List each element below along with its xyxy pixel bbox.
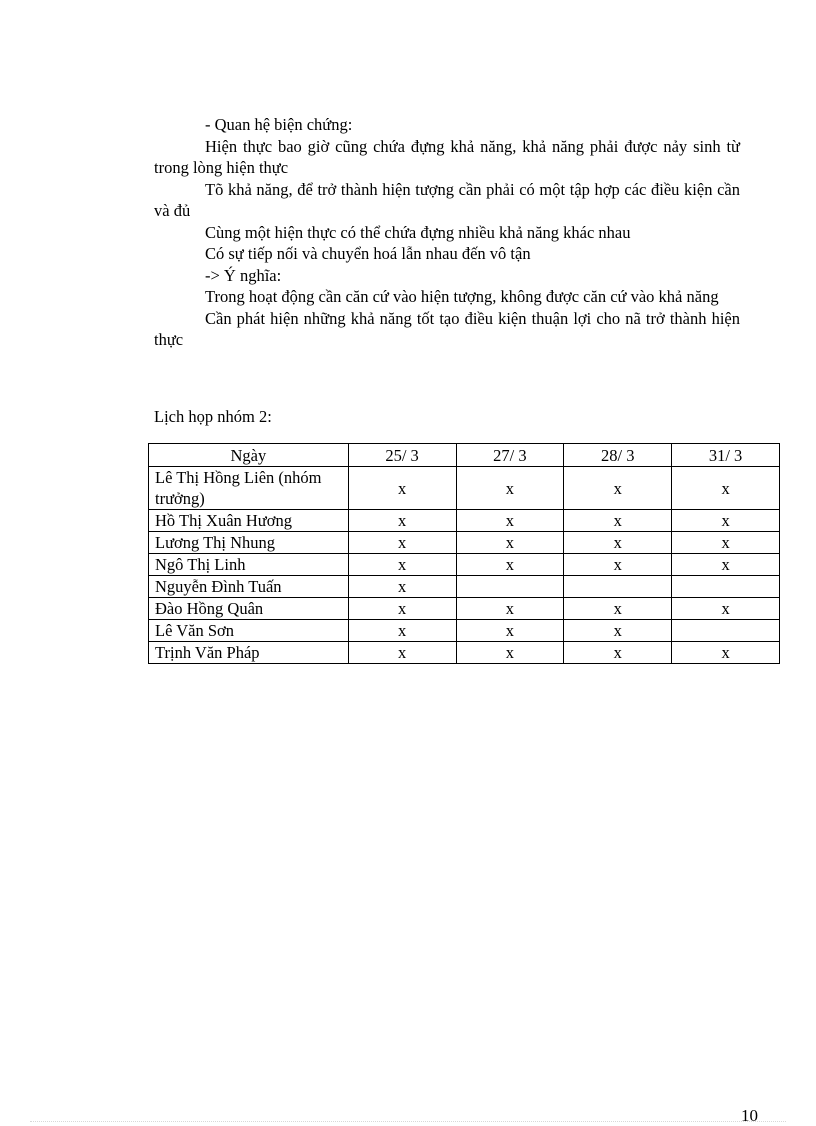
member-name: Lương Thị Nhung bbox=[149, 532, 349, 554]
page-number: 10 bbox=[741, 1106, 758, 1125]
paragraph: Cần phát hiện những khả năng tốt tạo điều kiện thuận lợi cho nã trở thành hiện thực bbox=[154, 308, 740, 349]
attendance-mark: x bbox=[348, 510, 456, 532]
attendance-mark: x bbox=[348, 576, 456, 598]
paragraph: Trong hoạt động cần căn cứ vào hiện tượng, không được căn cứ vào khả năng bbox=[205, 287, 719, 306]
attendance-mark bbox=[564, 576, 672, 598]
member-name: Nguyễn Đình Tuấn bbox=[149, 576, 349, 598]
schedule-title: Lịch họp nhóm 2: bbox=[154, 407, 272, 426]
attendance-mark: x bbox=[564, 642, 672, 664]
column-header: 28/ 3 bbox=[564, 444, 672, 467]
attendance-mark: x bbox=[348, 620, 456, 642]
attendance-mark: x bbox=[672, 532, 780, 554]
paragraph-dialectical-relation: - Quan hệ biện chứng: bbox=[205, 115, 353, 134]
member-name: Trịnh Văn Pháp bbox=[149, 642, 349, 664]
table-row bbox=[149, 532, 780, 554]
attendance-mark: x bbox=[456, 642, 564, 664]
attendance-mark: x bbox=[564, 620, 672, 642]
column-header: 31/ 3 bbox=[672, 444, 780, 467]
attendance-mark: x bbox=[456, 598, 564, 620]
meeting-schedule-table bbox=[148, 443, 780, 664]
attendance-mark: x bbox=[672, 642, 780, 664]
column-header-date: Ngày bbox=[149, 444, 349, 467]
attendance-mark: x bbox=[456, 467, 564, 510]
member-name: Lê Văn Sơn bbox=[149, 620, 349, 642]
paragraph: Có sự tiếp nối và chuyển hoá lẫn nhau đến vô tận bbox=[205, 244, 531, 263]
attendance-mark: x bbox=[672, 598, 780, 620]
table-row bbox=[149, 467, 780, 510]
paragraph: Hiện thực bao giờ cũng chứa đựng khả năng, khả năng phải được nảy sinh từ trong lòng hiện thực bbox=[154, 136, 740, 177]
paragraph: Tõ khả năng, để trở thành hiện tượng cần phải có một tập hợp các điều kiện cần và đủ bbox=[154, 179, 740, 220]
attendance-mark: x bbox=[348, 598, 456, 620]
attendance-mark: x bbox=[456, 620, 564, 642]
attendance-mark bbox=[672, 620, 780, 642]
attendance-mark: x bbox=[456, 554, 564, 576]
member-name: Lê Thị Hồng Liên (nhóm trưởng) bbox=[149, 467, 349, 510]
attendance-mark: x bbox=[348, 532, 456, 554]
attendance-mark: x bbox=[672, 510, 780, 532]
attendance-mark: x bbox=[672, 467, 780, 510]
table-row bbox=[149, 510, 780, 532]
attendance-mark: x bbox=[564, 532, 672, 554]
column-header: 27/ 3 bbox=[456, 444, 564, 467]
member-name: Hồ Thị Xuân Hương bbox=[149, 510, 349, 532]
attendance-mark: x bbox=[672, 554, 780, 576]
attendance-mark: x bbox=[348, 642, 456, 664]
paragraph-meaning: -> Ý nghĩa: bbox=[205, 265, 282, 285]
attendance-mark: x bbox=[456, 532, 564, 554]
attendance-mark: x bbox=[564, 554, 672, 576]
attendance-mark: x bbox=[564, 598, 672, 620]
body-text bbox=[154, 114, 740, 351]
attendance-mark: x bbox=[564, 467, 672, 510]
attendance-mark bbox=[672, 576, 780, 598]
member-name: Ngô Thị Linh bbox=[149, 554, 349, 576]
member-name: Đào Hồng Quân bbox=[149, 598, 349, 620]
table-row bbox=[149, 620, 780, 642]
attendance-mark: x bbox=[348, 467, 456, 510]
attendance-mark: x bbox=[564, 510, 672, 532]
table-row bbox=[149, 598, 780, 620]
table-header-row bbox=[149, 444, 780, 467]
attendance-mark: x bbox=[348, 554, 456, 576]
table-row bbox=[149, 576, 780, 598]
footer-divider bbox=[30, 1121, 786, 1122]
table-row bbox=[149, 642, 780, 664]
attendance-mark bbox=[456, 576, 564, 598]
attendance-mark: x bbox=[456, 510, 564, 532]
paragraph: Cùng một hiện thực có thể chứa đựng nhiều khả năng khác nhau bbox=[205, 222, 631, 242]
table-row bbox=[149, 554, 780, 576]
column-header: 25/ 3 bbox=[348, 444, 456, 467]
